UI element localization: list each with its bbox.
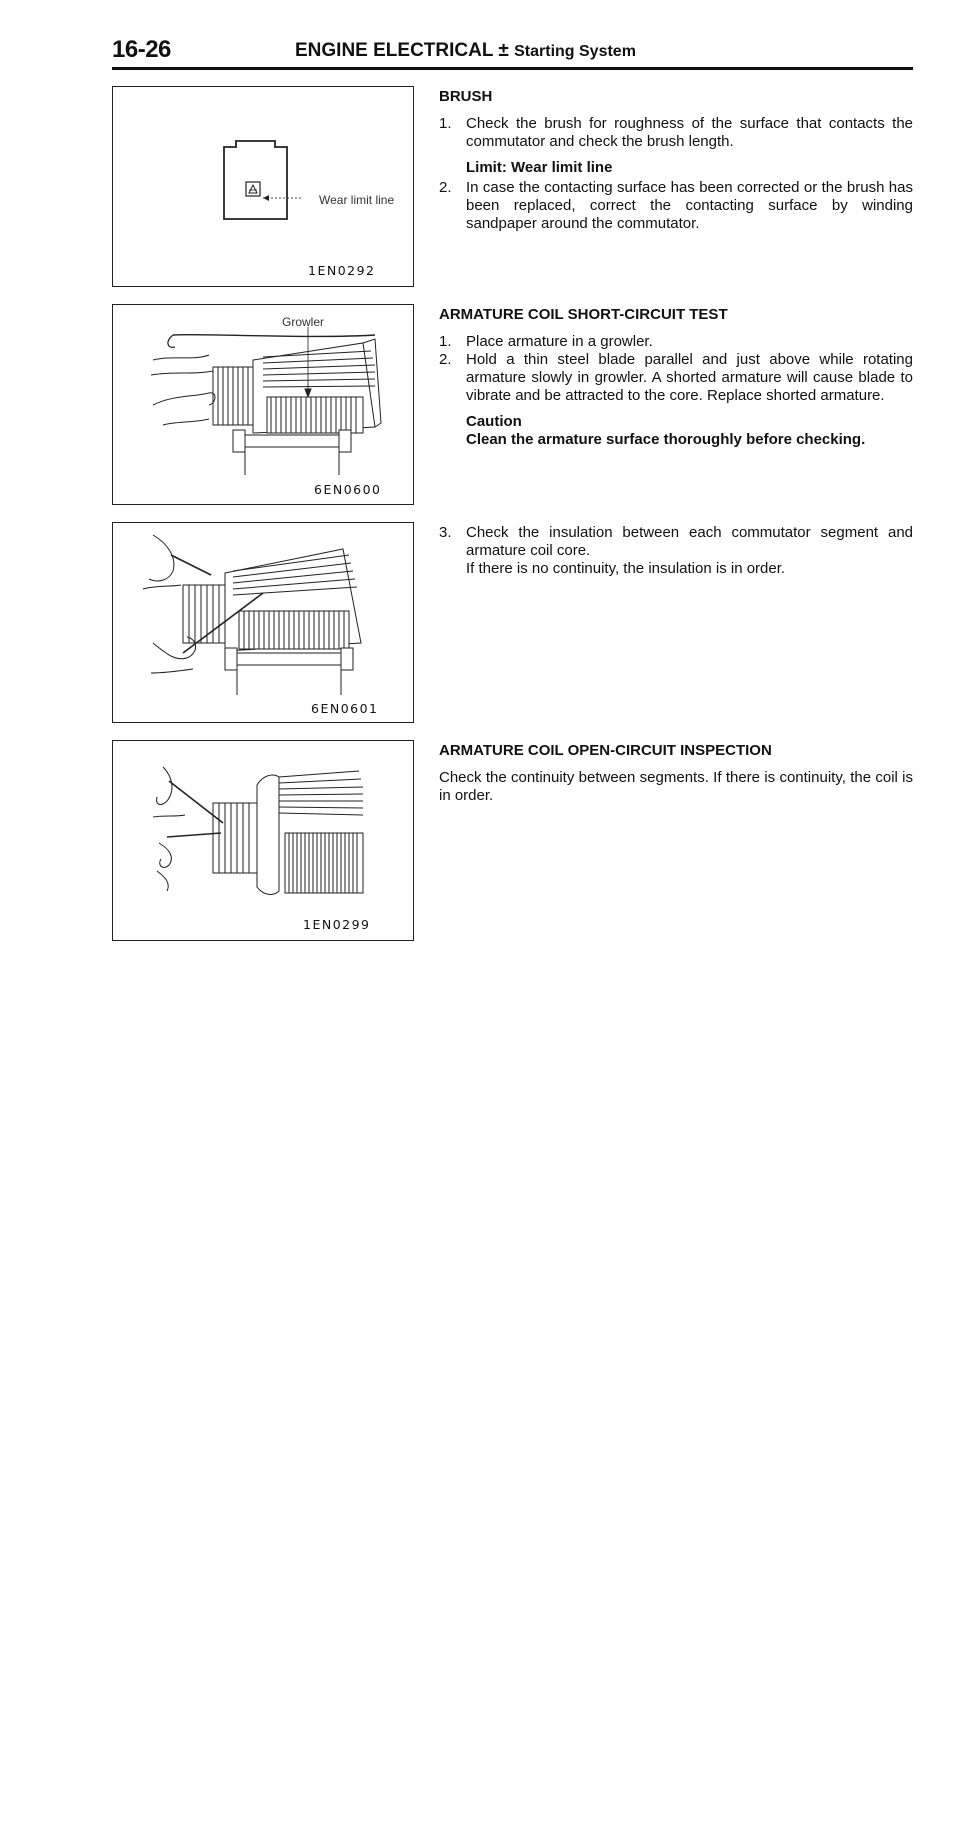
section-title: ENGINE ELECTRICAL [295,40,494,61]
figure-growler-test [112,304,414,505]
wear-limit-line-label: Wear limit line [319,193,395,207]
insulation-note: If there is no continuity, the insulation is in order. [466,560,786,577]
figure-code: 1EN0299 [303,917,371,932]
list-item: 1. Check the brush for roughness of the surface that contacts the commutator and check the brush length. [439,115,913,150]
open-circuit-test-illustration-icon [113,741,413,940]
figure-brush-wear [112,86,414,287]
growler-label: Growler [282,315,325,329]
brush-wear-diagram-icon [113,87,413,286]
short-circuit-section [439,306,913,449]
insulation-test-illustration-icon [113,523,413,722]
list-item: 2. Hold a thin steel blade parallel and just above while rotating armature slowly in growler. A shorted armature will cause blade to vibrate and be attracted to the core. Replace shorted armature. [439,351,913,404]
brush-section [439,88,913,241]
figure-insulation-test [112,522,414,723]
list-item: 3. Check the insulation between each commutator segment and armature coil core. [439,524,913,559]
wear-limit-spec: Limit: Wear limit line [466,159,613,176]
page-number: 16-26 [112,36,171,63]
figure-code: 1EN0292 [308,263,376,278]
open-circuit-heading: ARMATURE COIL OPEN-CIRCUIT INSPECTION [439,742,772,759]
open-circuit-text: Check the continuity between segments. If there is continuity, the coil is in order. [439,769,913,804]
caution-title: Caution [466,413,522,430]
short-circuit-heading: ARMATURE COIL SHORT-CIRCUIT TEST [439,306,728,323]
list-item: 2. In case the contacting surface has been corrected or the brush has been replaced, correct the contacting surface by winding sandpaper around the commutator. [439,179,913,232]
insulation-section [439,524,913,578]
header-rule [112,67,913,70]
page-header [112,34,912,70]
page-title [295,40,636,62]
figure-code: 6EN0600 [314,482,382,497]
figure-code: 6EN0601 [311,701,379,716]
title-separator: ± [498,40,509,61]
brush-heading: BRUSH [439,88,493,105]
subsection-title: Starting System [514,43,636,60]
open-circuit-section [439,742,913,805]
caution-text: Clean the armature surface thoroughly before checking. [466,431,866,448]
figure-open-circuit-test [112,740,414,941]
list-item: 1. Place armature in a growler. [439,333,653,350]
growler-test-illustration-icon [113,305,413,504]
